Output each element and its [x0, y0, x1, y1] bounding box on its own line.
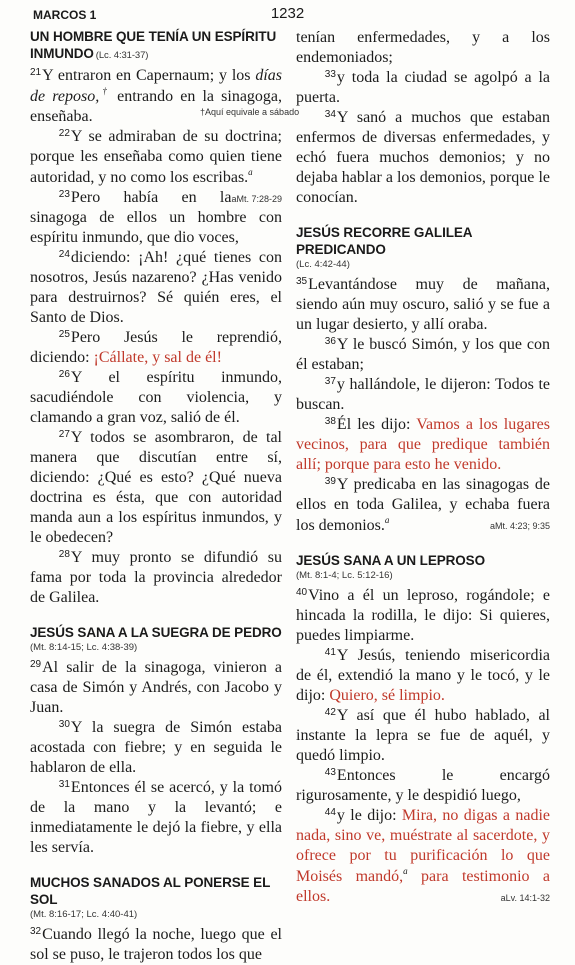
words-of-jesus: para testimonio a ellos. [296, 868, 550, 905]
verse-43 [296, 766, 550, 806]
verse-text: Levantándose muy de mañana, siendo aún muy oscuro, salió y se fue a un lugar desierto, y allí oraba. [296, 276, 550, 333]
verse-text: Y se admiraban de su doctrina; porque les enseñaba como quien tiene autoridad, y no como los escribas. [30, 128, 282, 186]
running-head [0, 4, 575, 26]
parallel-reference: (Mt. 8:1-4; Lc. 5:12-16) [296, 570, 393, 581]
verse-32-continued [296, 28, 550, 68]
cross-reference-marker: a [384, 515, 390, 525]
verse-number: 39 [324, 476, 336, 487]
verse-text: Y todos se asombraron, de tal manera que discutían entre sí, diciendo: ¿Qué es esto? ¿Qué nueva doctrina es ésta, que con autoridad manda aun a los espíritus inmundos, y le obedecen? [30, 429, 282, 546]
verse-text: Pero había en la sinagoga de ellos un hombre con espíritu inmundo, que dio voces, [30, 189, 282, 246]
verse-29 [30, 658, 282, 718]
cross-reference: aMt. 7:28-29 [231, 194, 282, 204]
verse-text: Y sanó a muchos que estaban enfermos de diversas enfermedades, y echó fuera muchos demonios; y no dejaba hablar a los demonios, porque le conocían. [296, 109, 550, 206]
verse-26 [30, 368, 282, 428]
verse-37 [296, 375, 550, 415]
verse-number: 34 [324, 109, 336, 120]
words-of-jesus: ¡Cállate, y sal de él! [93, 349, 222, 366]
verse-33 [296, 68, 550, 108]
verse-number: 42 [324, 707, 336, 718]
verse-number: 24 [58, 249, 70, 260]
cross-reference: aLv. 14:1-32 [500, 893, 550, 903]
verse-32 [30, 925, 282, 965]
verse-number: 22 [58, 128, 70, 139]
verse-number: 27 [58, 429, 70, 440]
verse-text: entrando en la sinagoga, enseñaba. [30, 88, 283, 125]
verse-text: Entonces le encargó rigurosamente, y le despidió luego, [296, 767, 550, 804]
verse-number: 32 [30, 926, 42, 937]
cross-reference-marker: a [248, 167, 253, 177]
verse-21 [30, 66, 282, 127]
section-heading: JESÚS RECORRE GALILEA PREDICANDO [296, 225, 472, 257]
footnote: †Aquí equivale a sábado [200, 107, 300, 117]
verse-31 [30, 778, 282, 858]
cross-reference-marker: a [403, 866, 408, 876]
book-reference: MARCOS 1 [33, 8, 97, 22]
right-column [296, 28, 550, 907]
verse-text: Pero Jesús le reprendió, diciendo: [30, 329, 282, 366]
verse-text: Y muy pronto se difundió su fama por toda la provincia alrededor de Galilea. [30, 549, 282, 606]
verse-text: tenían enfermedades, y a los endemoniados; [296, 29, 550, 66]
parallel-reference: (Mt. 8:16-17; Lc. 4:40-41) [30, 909, 138, 920]
page-number: 1232 [270, 5, 305, 22]
verse-number: 41 [324, 647, 336, 658]
section-heading [30, 28, 282, 62]
verse-number: 28 [58, 549, 70, 560]
verse-text: diciendo: ¡Ah! ¿qué tienes con nosotros, Jesús nazareno? ¿Has venido para destruirnos? Sé quién eres, el Santo de Dios. [30, 249, 282, 326]
verse-number: 36 [324, 336, 336, 347]
verse-number: 26 [58, 369, 70, 380]
section-heading: JESÚS SANA A UN LEPROSO [296, 553, 485, 568]
verse-text: y le dijo: [336, 807, 397, 824]
parallel-reference: (Lc. 4:42-44) [296, 259, 350, 270]
words-of-jesus: Mira, no digas a nadie nada, sino ve, muéstrate al sacerdote, y ofrece por tu purificación lo que Moisés mandó, [296, 807, 551, 885]
verse-number: 23 [58, 189, 70, 200]
verse-38 [296, 415, 550, 475]
verse-text: Cuando llegó la noche, luego que el sol se puso, le trajeron todos los que [30, 926, 282, 963]
verse-42 [296, 706, 550, 766]
verse-text: Y le buscó Simón, y los que con él estaban; [296, 336, 550, 373]
verse-number: 38 [324, 416, 336, 427]
verse-25 [30, 328, 282, 368]
verse-number: 37 [324, 376, 336, 387]
verse-34 [296, 108, 550, 208]
verse-number: 40 [296, 587, 308, 598]
left-column [30, 28, 300, 965]
verse-44 [296, 806, 550, 907]
verse-text: Él les dijo: [336, 416, 411, 433]
verse-text: Y el espíritu inmundo, sacudiéndole con violencia, y clamando a gran voz, salió de él. [30, 369, 282, 426]
verse-number: 29 [30, 659, 42, 670]
verse-number: 31 [58, 779, 70, 790]
verse-text: Al salir de la sinagoga, vinieron a casa de Simón y Andrés, con Jacobo y Juan. [30, 659, 282, 716]
verse-number: 25 [58, 329, 70, 340]
parallel-reference: (Lc. 4:31-37) [95, 50, 149, 61]
section-heading: JESÚS SANA A LA SUEGRA DE PEDRO [30, 625, 282, 640]
verse-24 [30, 248, 282, 328]
verse-number: 35 [296, 276, 308, 287]
verse-36 [296, 335, 550, 375]
verse-number: 43 [324, 767, 336, 778]
verse-text: y hallándole, le dijeron: Todos te buscan. [296, 376, 550, 413]
verse-text: Y así que él hubo hablado, al instante la lepra se fue de aquél, y quedó limpio. [296, 707, 550, 764]
cross-reference: aMt. 4:23; 9:35 [489, 521, 550, 531]
verse-number: 33 [324, 69, 336, 80]
verse-39 [296, 475, 550, 536]
verse-number: 30 [58, 719, 70, 730]
section-heading: MUCHOS SANADOS AL PONERSE EL SOL [30, 875, 270, 907]
verse-text: Vino a él un leproso, rogándole; e hincada la rodilla, le dijo: Si quieres, puedes limpiarme. [296, 587, 550, 644]
verse-text: Y entraron en Capernaum; y los [42, 67, 256, 84]
verse-40 [296, 586, 550, 646]
words-of-jesus: Quiero, sé limpio. [329, 687, 445, 704]
words-of-jesus: Vamos a los lugares vecinos, para que predique también allí; porque para esto he venido. [296, 416, 551, 473]
verse-text: Y Jesús, teniendo misericordia de él, extendió la mano y le tocó, y le dijo: [296, 647, 550, 704]
verse-27 [30, 428, 282, 548]
verse-28 [30, 548, 282, 608]
verse-41 [296, 646, 550, 706]
verse-text: Entonces él se acercó, y la tomó de la mano y la levantó; e inmediatamente le dejó la fiebre, y ella les servía. [30, 779, 282, 856]
verse-text: y toda la ciudad se agolpó a la puerta. [296, 69, 550, 106]
verse-35 [296, 275, 550, 335]
verse-text: Y la suegra de Simón estaba acostada con fiebre; y en seguida le hablaron de ella. [30, 719, 282, 776]
verse-number: 44 [324, 807, 336, 818]
verse-30 [30, 718, 282, 778]
section-title: UN HOMBRE QUE TENÍA UN ESPÍRITU INMUNDO [30, 29, 277, 61]
verse-text: Y predicaba en las sinagogas de ellos en toda Galilea, y echaba fuera los demonios. [296, 476, 550, 534]
footnote-marker: † [99, 86, 110, 96]
verse-text-italic: días de reposo, [30, 67, 282, 105]
verse-number: 21 [30, 67, 42, 78]
parallel-reference: (Mt. 8:14-15; Lc. 4:38-39) [30, 642, 138, 653]
